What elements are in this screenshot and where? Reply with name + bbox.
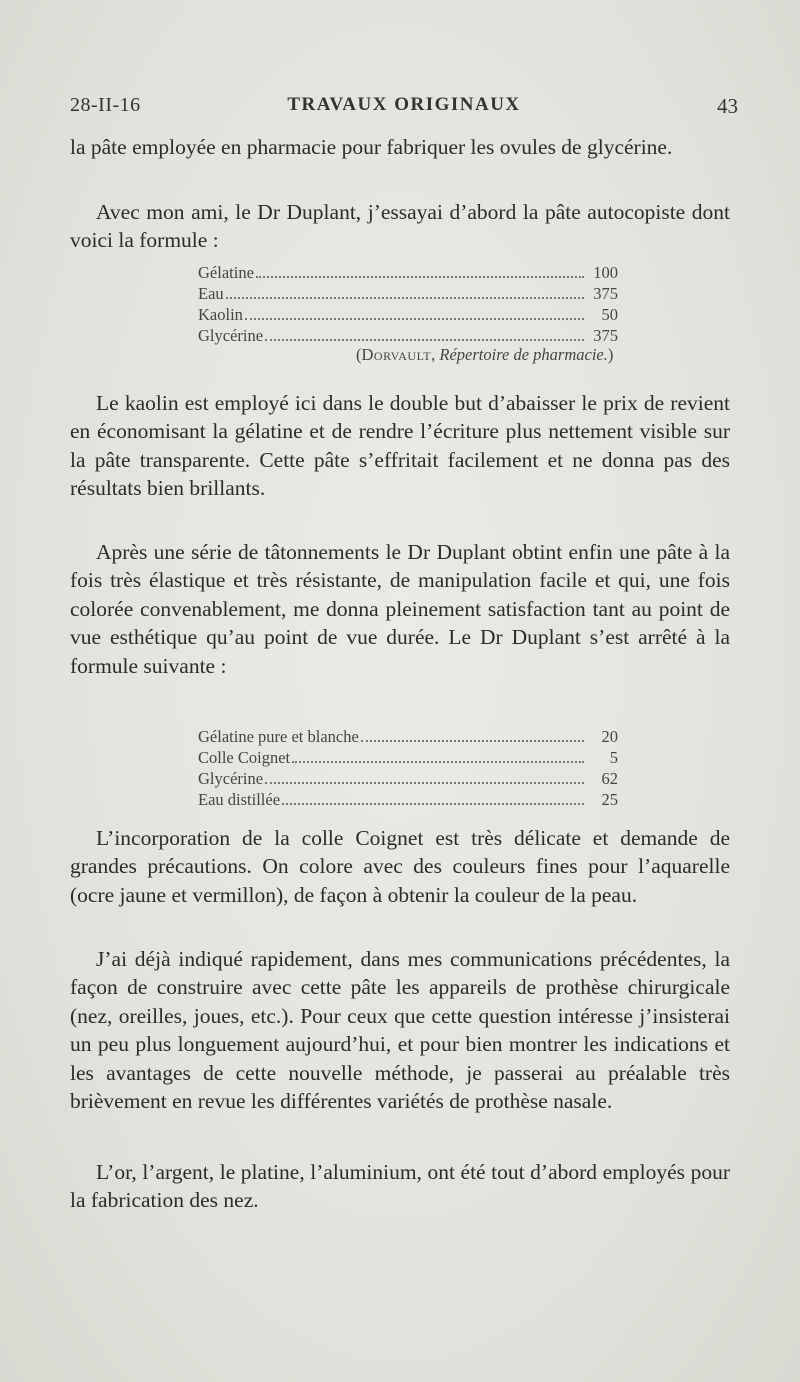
ingredient-name: Gélatine pure et blanche: [198, 727, 359, 746]
formula-row: [198, 325, 618, 346]
dot-leader: [265, 782, 584, 784]
paragraph-continuation: [70, 133, 730, 161]
formula-row: [198, 747, 618, 768]
paragraph-text: Avec mon ami, le Dr Duplant, j’essayai d’abord la pâte autocopiste dont voici la formule :: [70, 200, 730, 253]
ingredient-quantity: 50: [601, 305, 618, 324]
paragraph-text: la pâte employée en pharmacie pour fabriquer les ovules de glycérine.: [70, 135, 673, 159]
paragraph-kaolin: [70, 389, 730, 503]
formula-row: [198, 304, 618, 325]
dot-leader: [245, 318, 584, 320]
paragraph-prothese: [70, 945, 730, 1115]
ingredient-quantity: 62: [601, 769, 618, 788]
paragraph-duplant: [70, 538, 730, 680]
dot-leader: [256, 276, 584, 278]
ingredient-quantity: 25: [601, 790, 618, 809]
ingredient-quantity: 5: [609, 748, 618, 767]
paragraph-metaux: [70, 1158, 730, 1215]
dot-leader: [361, 740, 584, 742]
ingredient-quantity: 375: [593, 284, 618, 303]
page-number: 43: [717, 94, 738, 118]
dot-leader: [282, 803, 584, 805]
ingredient-name: Glycérine: [198, 769, 264, 788]
ingredient-name: Glycérine: [198, 326, 264, 345]
ingredient-name: Kaolin: [198, 305, 243, 324]
paragraph-text: Après une série de tâtonnements le Dr Duplant obtint enfin une pâte à la fois très élastique et très résistante, de manipulation facile et qui, une fois colorée convenablement, me donna pleinement satisfaction tant au point de vue esthétique qu’au point de vue durée. Le Dr Duplant s’est arrêté à la formule suivante :: [70, 540, 730, 678]
citation-author: Dorvault: [361, 345, 432, 364]
ingredient-quantity: 375: [593, 326, 618, 345]
dot-leader: [226, 297, 584, 299]
ingredient-name: Gélatine: [198, 263, 254, 282]
paragraph-text: L’or, l’argent, le platine, l’aluminium, ont été tout d’abord employés pour la fabrication des nez.: [70, 1160, 730, 1213]
formula-row: [198, 726, 618, 747]
paragraph-text: L’incorporation de la colle Coignet est très délicate et demande de grandes précautions. On colore avec des couleurs fines pour l’aquarelle (ocre jaune et vermillon), de façon à obtenir la couleur de la peau.: [70, 826, 730, 907]
formula-citation: (Dorvault, Répertoire de pharmacie.): [356, 345, 614, 364]
paragraph-text: Le kaolin est employé ici dans le double but d’abaisser le prix de revient en économisant la gélatine et de rendre l’écriture plus nettement visible sur la pâte transparente. Cette pâte s’effritait facilement et ne donna pas des résultats bien brillants.: [70, 391, 730, 501]
ingredient-name: Eau distillée: [198, 790, 281, 809]
dot-leader: [292, 761, 584, 763]
formula-row: [198, 262, 618, 283]
formula-row: [198, 768, 618, 789]
formula-autocopiste: [198, 262, 618, 346]
ingredient-name: Eau: [198, 284, 224, 303]
citation-work: Répertoire de pharmacie.: [439, 345, 608, 364]
formula-row: [198, 789, 618, 810]
paragraph-autocopiste: [70, 198, 730, 255]
paragraph-text: J’ai déjà indiqué rapidement, dans mes communications précédentes, la façon de construire avec cette pâte les appareils de prothèse chirurgicale (nez, oreilles, joues, etc.). Pour ceux que cette question intéresse j’insisterai un peu plus longuement aujourd’hui, et pour bien montrer les indications et les avantages de cette nouvelle méthode, je passerai au préalable très brièvement en revue les différentes variétés de prothèse nasale.: [70, 947, 730, 1114]
paragraph-incorporation: [70, 824, 730, 909]
ingredient-quantity: 20: [601, 727, 618, 746]
dot-leader: [265, 339, 584, 341]
ingredient-name: Colle Coignet: [198, 748, 291, 767]
formula-duplant: [198, 726, 618, 810]
header-section-title: TRAVAUX ORIGINAUX: [287, 94, 521, 115]
running-header: [70, 94, 738, 124]
formula-row: [198, 283, 618, 304]
ingredient-quantity: 100: [593, 263, 618, 282]
header-date: 28-II-16: [70, 94, 141, 116]
